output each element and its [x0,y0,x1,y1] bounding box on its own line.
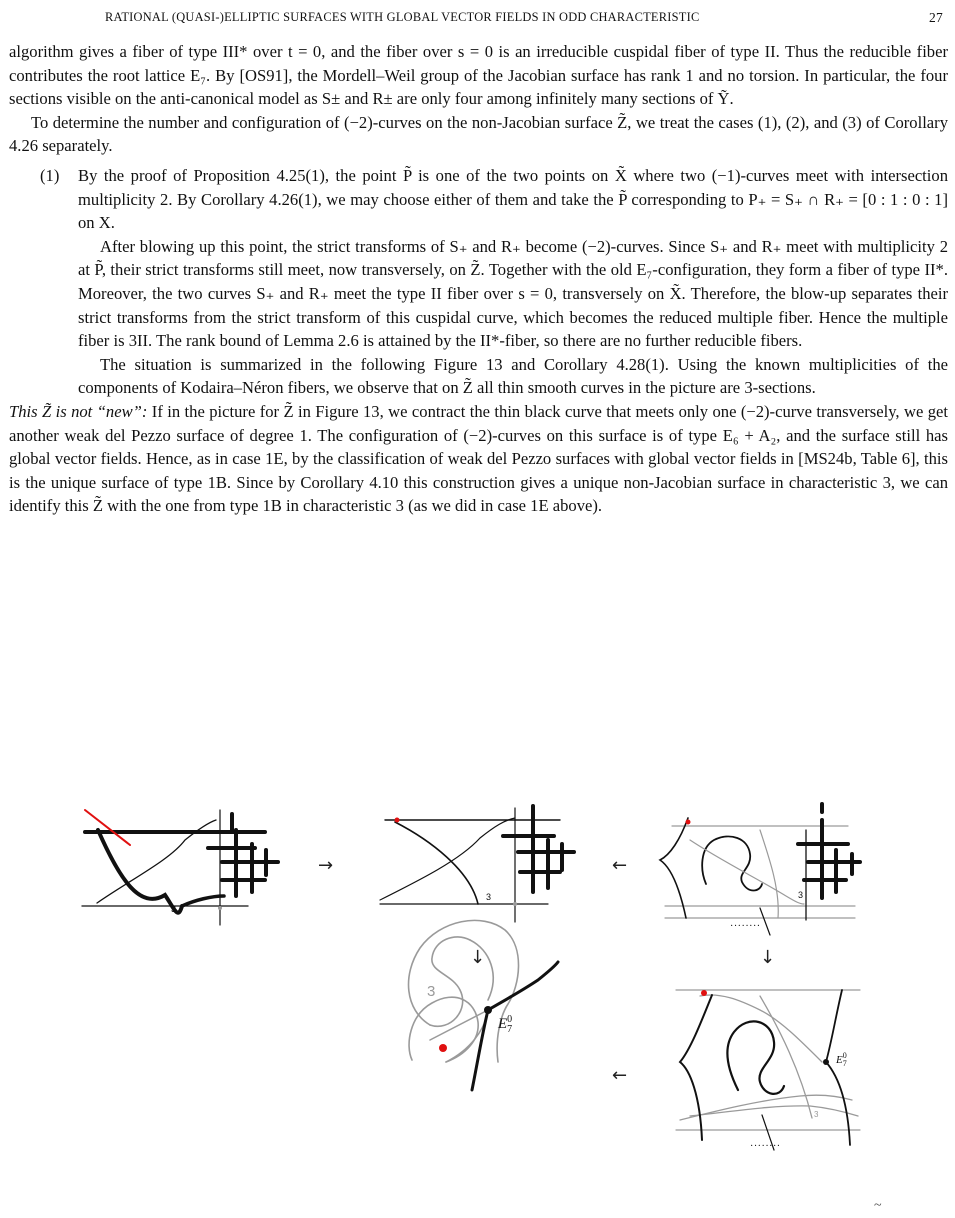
multiplicity-label: 3 [814,1110,819,1119]
panel-bottom-left [409,920,558,1090]
remark-paragraph [9,400,948,518]
arrow-left-icon: ← [612,1065,628,1086]
case-paragraph-1: By the proof of Proposition 4.25(1), the point P̃ is one of the two points on X̃ where two (−1)-curves meet with intersection multiplicity 2. By Corollary 4.26(1), we may choose either of them and take the P̃ corresponding to P₊ = S₊ ∩ R₊ = [0 : 1 : 0 : 1] on X. [78,165,948,233]
multiplicity-label: 3 [798,890,804,900]
e7-superscript: 0 [842,1051,847,1060]
e7-letter: E [836,1054,843,1066]
e7-label [498,1012,512,1038]
running-header [0,6,955,26]
multiplicity-label: 3 [171,904,177,914]
e7-letter: E [498,1016,508,1032]
dots-label: · · · · · · · · [730,921,760,932]
paragraph-intro-2: To determine the number and configuration of (−2)-curves on the non-Jacobian surface Z̃, we treat the cases (1), (2), and (3) of Corollary 4.26 separately. [9,112,948,156]
arrow-right-icon: → [318,855,334,876]
case-item-label: (1) [40,165,60,185]
e7-subscript: 7 [842,1059,847,1068]
multiplicity-label: 3 [427,983,436,1000]
figure-13 [0,800,955,1180]
body-text [9,40,948,518]
e7-subscript: 7 [507,1024,513,1035]
dots-label: · · · · · · · · [750,1141,780,1152]
remark-body: If in the picture for Z̃ in Figure 13, we contract the thin black curve that meets only one (−2)-curve transversely, we get another weak del Pezzo surface of degree 1. The configuration of (−2)-curves on this surface is of type E₆ + A₂, and the surface still has global vector fields. Hence, as in case 1E, by the classification of weak del Pezzo surfaces with global vector fields in [MS24b, Table 6], this is the unique surface of type 1B. Since by Corollary 4.10 this construction gives a unique non-Jacobian surface in characteristic 3, we can identify this Z̃ with the one from type 1B in characteristic 3 (as we did in case 1E above). [9,401,948,516]
case-item-1 [9,164,948,400]
panel-top-middle [380,806,574,922]
footer-tilde: ~ [874,1198,882,1213]
remark-lead: This Z̃ is not “new”: [9,401,148,421]
panel-bottom-right [676,990,860,1150]
case-paragraph-2: After blowing up this point, the strict transforms of S₊ and R₊ become (−2)-curves. Since S₊ and R₊ meet with multiplicity 2 at P̃, their strict transforms still meet, now transversely, on Z̃. Together with the old E₇-configuration, they form a fiber of type II*. Moreover, the two curves S₊ and R₊ meet the type II fiber over s = 0, transversely on X̃. Therefore, the blow-up separates their strict transforms from the strict transform of this cuspidal curve, which becomes the reduced multiple fiber. Hence the multiple fiber is 3II. The rank bound of Lemma 2.6 is attained by the II*-fiber, so there are no further reducible fibers. [78,236,948,351]
e7-superscript: 0 [507,1014,513,1025]
arrow-down-icon: ↓ [470,947,486,968]
arrow-left-icon: ← [612,855,628,876]
running-title: RATIONAL (QUASI-)ELLIPTIC SURFACES WITH GLOBAL VECTOR FIELDS IN ODD CHARACTERISTIC [105,10,700,24]
case-paragraph-3: The situation is summarized in the following Figure 13 and Corollary 4.28(1). Using the known multiplicities of the components of Kodaira–Néron fibers, we observe that on Z̃ all thin smooth curves in the picture are 3-sections. [78,354,948,398]
page-number: 27 [929,10,943,25]
multiplicity-label: 3 [486,892,492,902]
panel-top-right [660,804,860,935]
figure-drawing [0,800,955,1180]
panel-top-left [82,810,278,925]
paragraph-intro-1: algorithm gives a fiber of type III* over t = 0, and the fiber over s = 0 is an irreducible cuspidal fiber of type II. Thus the reducible fiber contributes the root lattice E₇. By [OS91], the Mordell–Weil group of the Jacobian surface has rank 1 and no torsion. In particular, the four sections visible on the anti-canonical model as S± and R± are only four among infinitely many sections of Ỹ. [9,42,948,109]
arrow-down-icon: ↓ [760,947,776,968]
e7-label [836,1050,847,1070]
